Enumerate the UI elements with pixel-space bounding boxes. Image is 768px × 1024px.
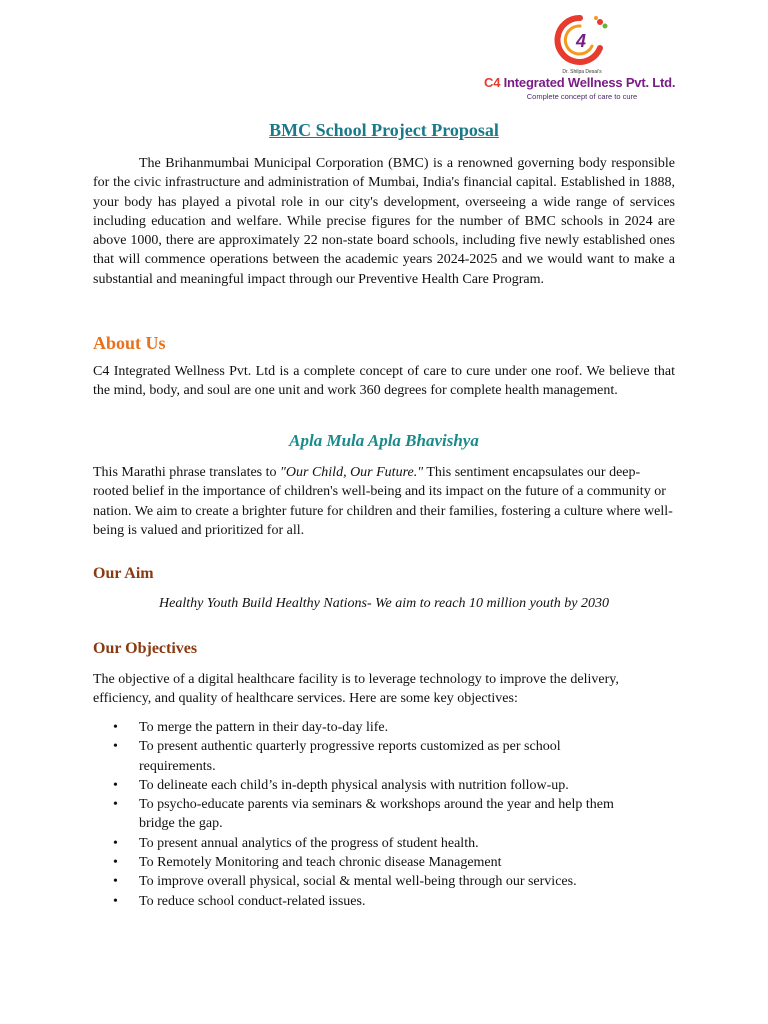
svg-text:4: 4 xyxy=(576,31,587,51)
motto-quote: "Our Child, Our Future." xyxy=(280,465,424,480)
logo-company-name xyxy=(484,75,680,90)
motto-heading: Apla Mula Apla Bhavishya xyxy=(289,431,479,450)
bullet-icon: • xyxy=(113,835,118,851)
list-item: • To present annual analytics of the progress of student health. xyxy=(93,834,675,853)
list-item: • To present authentic quarterly progressive reports customized as per school requirements. xyxy=(113,739,561,774)
list-item: • To reduce school conduct-related issues. xyxy=(93,892,675,911)
bullet-icon: • xyxy=(113,777,118,793)
bullet-icon: • xyxy=(113,797,118,813)
logo-tagline: Complete concept of care to cure xyxy=(526,92,638,101)
bullet-icon: • xyxy=(113,855,118,871)
about-heading: About Us xyxy=(93,333,166,353)
motto-paragraph xyxy=(93,463,675,540)
aim-heading: Our Aim xyxy=(93,565,154,582)
bullet-icon: • xyxy=(113,720,118,735)
bullet-icon: • xyxy=(113,874,118,890)
intro-paragraph: The Brihanmumbai Municipal Corporation (BMC) is a renowned governing body responsible for the civic infrastructure and administration of Mumbai, India's financial capital. Established in 1888, your body has played a pivotal role in our city's development, overseeing a wide range of services including education and welfare. While precise figures for the number of BMC schools in 2024 are above 1000, there are approximately 22 non-state board schools, including five newly established ones that will commence operations between the academic years 2024-2025 and we would want to make a substantial and meaningful impact through our Preventive Health Care Program. xyxy=(93,156,675,287)
list-item: • To Remotely Monitoring and teach chronic disease Management xyxy=(93,853,675,872)
list-item: • To psycho-educate parents via seminars & workshops around the year and help them bridge the gap. xyxy=(113,797,614,832)
objectives-heading: Our Objectives xyxy=(93,640,198,657)
company-logo xyxy=(484,14,680,100)
list-item: • To improve overall physical, social & mental well-being through our services. xyxy=(93,872,675,891)
objectives-intro: The objective of a digital healthcare facility is to leverage technology to improve the delivery, efficiency, and quality of healthcare services. Here are some key objectives: xyxy=(93,672,619,707)
logo-doctor-name: Dr. Shilpa Desai's xyxy=(562,69,602,75)
logo-name-rest: Integrated Wellness Pvt. Ltd. xyxy=(500,75,676,90)
motto-text-before: This Marathi phrase translates to xyxy=(93,465,281,480)
c4-logo-icon xyxy=(550,14,610,66)
logo-c4: C4 xyxy=(484,75,501,90)
motto-text-after: This sentiment encapsulates our deep-rooted belief in the importance of children's well-being and its impact on the future of a community or nation. We aim to create a brighter future for children and their families, fostering a culture where well-being is valued and prioritized for all. xyxy=(93,465,673,538)
list-item: • To merge the pattern in their day-to-day life. xyxy=(93,718,675,737)
about-paragraph: C4 Integrated Wellness Pvt. Ltd is a complete concept of care to cure under one roof. We believe that the mind, body, and soul are one unit and work 360 degrees for complete health management. xyxy=(93,364,675,399)
bullet-icon: • xyxy=(113,739,118,755)
document-title: BMC School Project Proposal xyxy=(269,120,499,140)
aim-statement: Healthy Youth Build Healthy Nations- We aim to reach 10 million youth by 2030 xyxy=(159,596,609,611)
list-item: • To delineate each child’s in-depth physical analysis with nutrition follow-up. xyxy=(93,776,675,795)
objectives-list xyxy=(93,718,675,911)
bullet-icon: • xyxy=(113,893,118,909)
